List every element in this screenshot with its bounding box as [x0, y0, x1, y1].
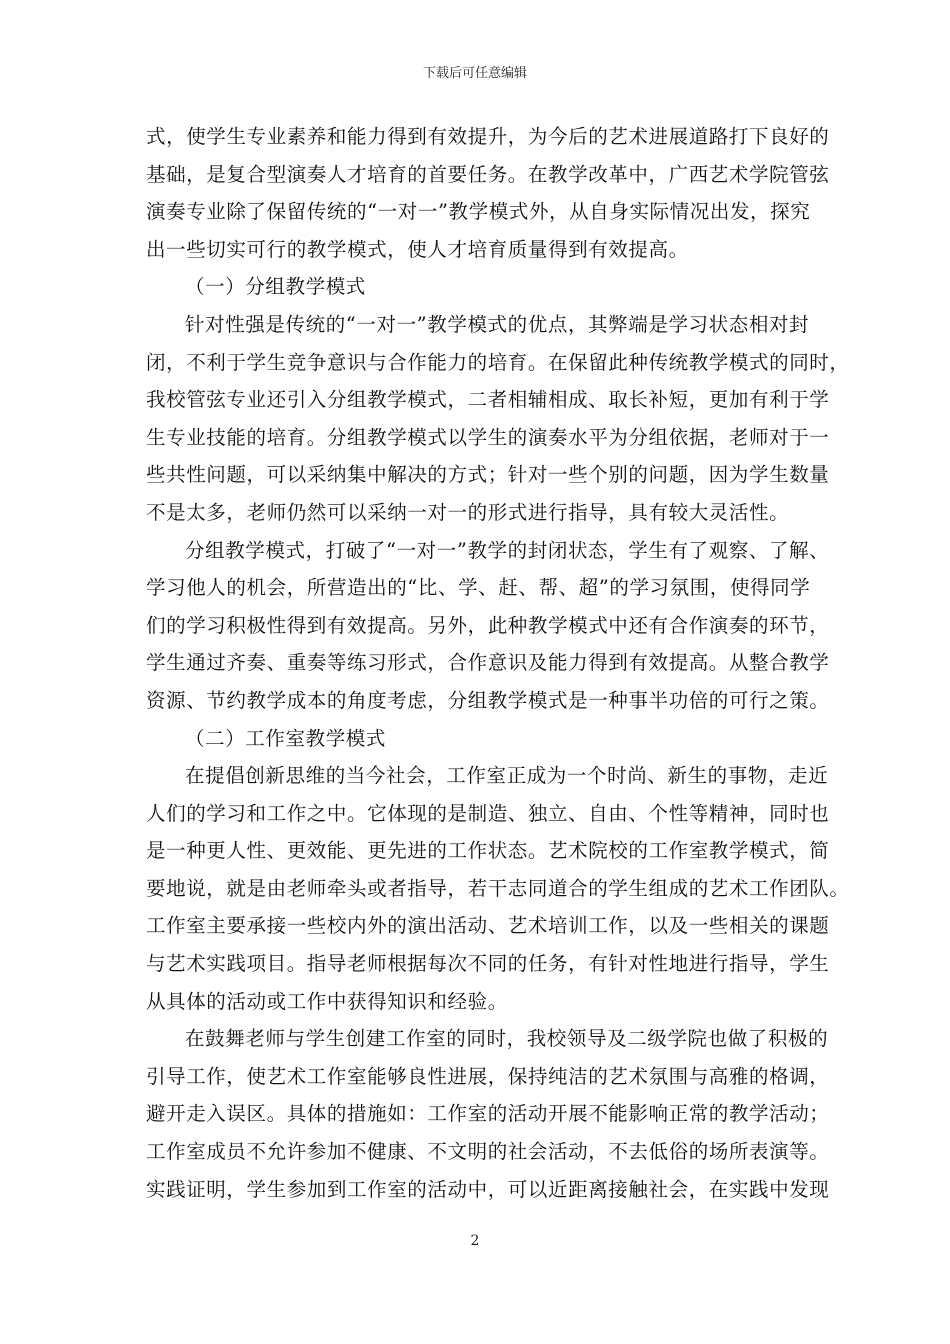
- body-line: 演奏专业除了保留传统的“一对一”教学模式外，从自身实际情况出发，探究: [146, 200, 811, 224]
- section-heading-2: （二）工作室教学模式: [185, 726, 387, 750]
- page-number: 2: [470, 1233, 480, 1249]
- body-line: 避开走入误区。具体的措施如：工作室的活动开展不能影响正常的教学活动；: [146, 1102, 830, 1126]
- body-line: 与艺术实践项目。指导老师根据每次不同的任务，有针对性地进行指导，学生: [146, 952, 830, 976]
- body-line: 资源、节约教学成本的角度考虑，分组教学模式是一种事半功倍的可行之策。: [146, 688, 830, 712]
- paragraph-start: 在鼓舞老师与学生创建工作室的同时，我校领导及二级学院也做了积极的: [185, 1027, 829, 1051]
- paragraph-start: 分组教学模式，打破了“一对一”教学的封闭状态，学生有了观察、了解、: [185, 538, 830, 562]
- body-line: 闭，不利于学生竞争意识与合作能力的培育。在保留此种传统教学模式的同时，: [146, 350, 850, 374]
- body-line: 们的学习积极性得到有效提高。另外，此种教学模式中还有合作演奏的环节，: [146, 613, 830, 637]
- body-line: 不是太多，老师仍然可以采纳一对一的形式进行指导，具有较大灵活性。: [146, 500, 790, 524]
- body-line: 从具体的活动或工作中获得知识和经验。: [146, 989, 508, 1013]
- body-line: 生专业技能的培育。分组教学模式以学生的演奏水平为分组依据，老师对于一: [146, 425, 830, 449]
- body-line: 些共性问题，可以采纳集中解决的方式；针对一些个别的问题，因为学生数量: [146, 463, 830, 487]
- body-line: 实践证明，学生参加到工作室的活动中，可以近距离接触社会，在实践中发现: [146, 1177, 830, 1201]
- body-line: 学生通过齐奏、重奏等练习形式，合作意识及能力得到有效提高。从整合教学: [146, 651, 830, 675]
- body-line: 我校管弦专业还引入分组教学模式，二者相辅相成、取长补短，更加有利于学: [146, 388, 830, 412]
- body-line: 出一些切实可行的教学模式，使人才培育质量得到有效提高。: [146, 237, 689, 261]
- page-header: 下载后可任意编辑: [422, 66, 527, 81]
- body-line: 引导工作，使艺术工作室能够良性进展，保持纯洁的艺术氛围与高雅的格调，: [146, 1064, 830, 1088]
- body-line: 基础，是复合型演奏人才培育的首要任务。在教学改革中，广西艺术学院管弦: [146, 162, 830, 186]
- body-line: 工作室成员不允许参加不健康、不文明的社会活动，不去低俗的场所表演等。: [146, 1140, 830, 1164]
- paragraph-start: 在提倡创新思维的当今社会，工作室正成为一个时尚、新生的事物，走近: [185, 764, 829, 788]
- paragraph-start: 针对性强是传统的“一对一”教学模式的优点，其弊端是学习状态相对封: [185, 312, 810, 336]
- document-body: [146, 118, 850, 1208]
- body-line: 要地说，就是由老师牵头或者指导，若干志同道合的学生组成的艺术工作团队。: [146, 876, 850, 900]
- body-line: 式，使学生专业素养和能力得到有效提升，为今后的艺术进展道路打下良好的: [146, 125, 830, 148]
- section-heading-1: （一）分组教学模式: [185, 275, 366, 299]
- body-line: 是一种更人性、更效能、更先进的工作状态。艺术院校的工作室教学模式，简: [146, 839, 830, 863]
- body-line: 人们的学习和工作之中。它体现的是制造、独立、自由、个性等精神，同时也: [146, 801, 830, 825]
- body-line: 工作室主要承接一些校内外的演出活动、艺术培训工作，以及一些相关的课题: [146, 914, 830, 938]
- body-line: 学习他人的机会，所营造出的“比、学、赶、帮、超”的学习氛围，使得同学: [146, 576, 811, 600]
